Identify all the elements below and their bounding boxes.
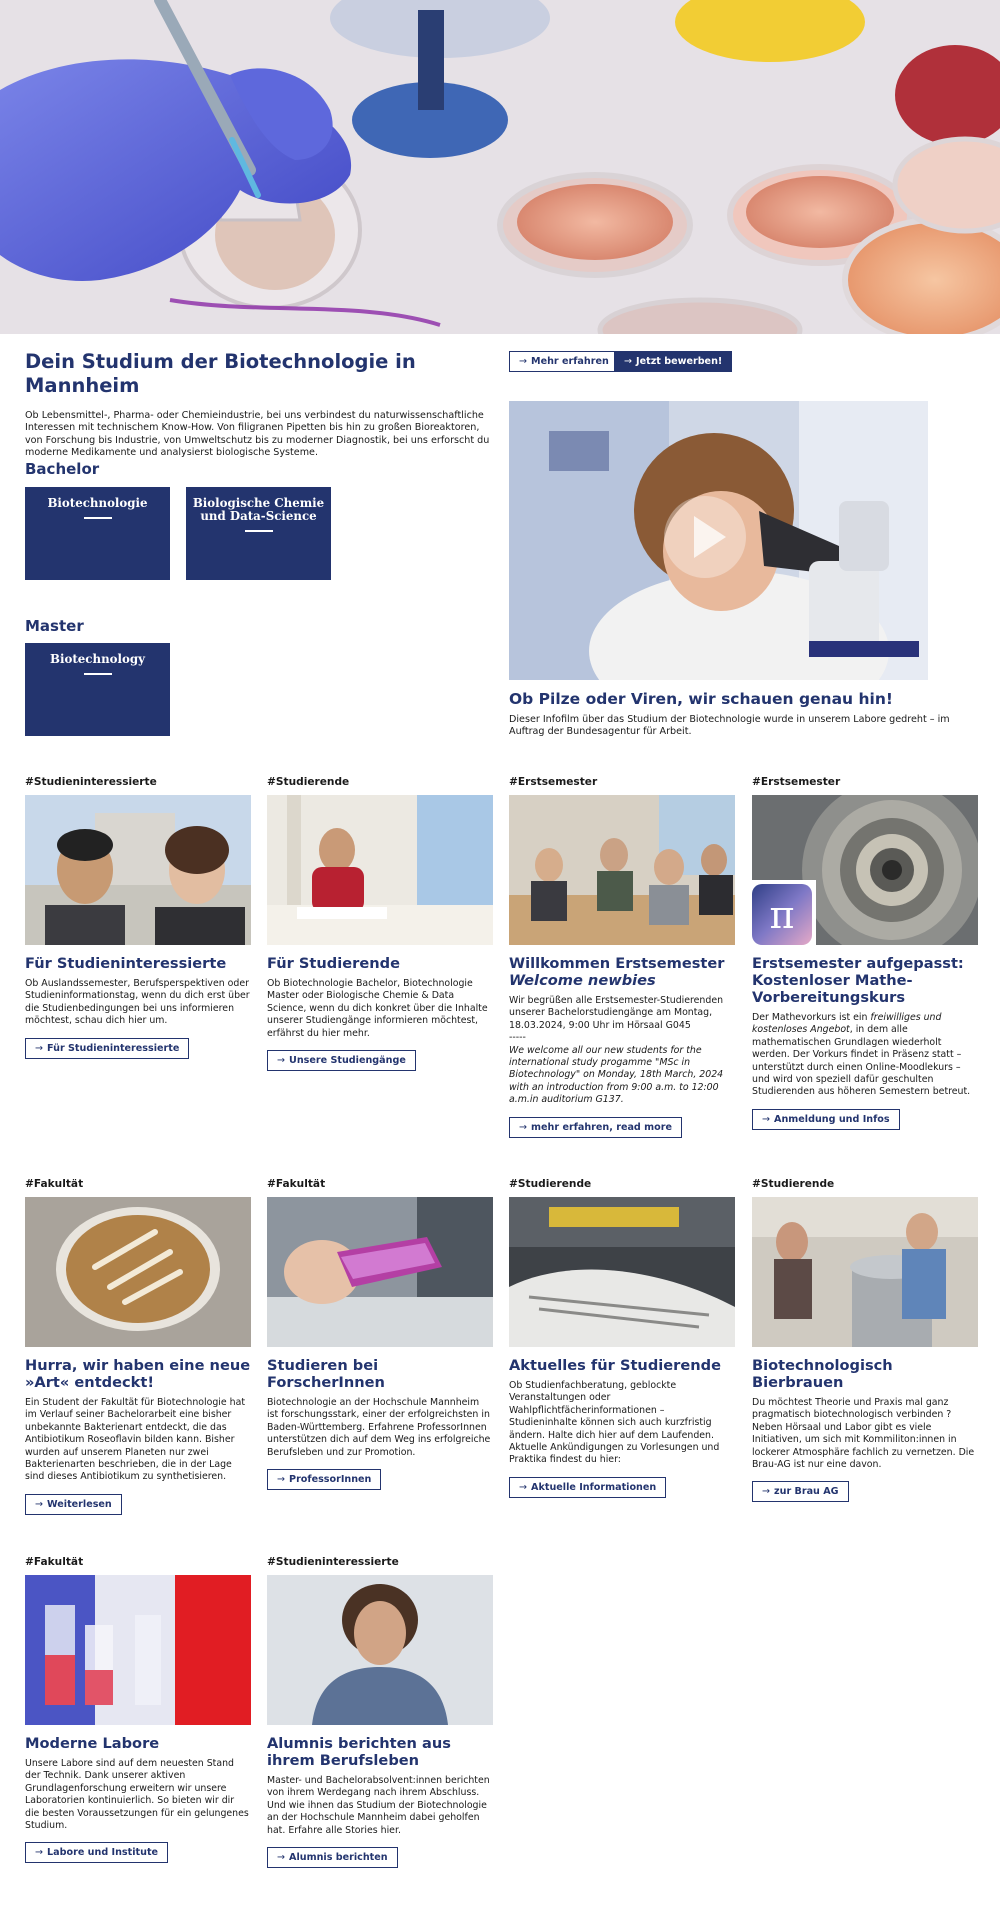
arrow-right-icon: → bbox=[519, 1121, 528, 1133]
card-bierbrauen bbox=[752, 1178, 978, 1502]
card-image bbox=[267, 795, 493, 945]
card-text: Biotechnologie an der Hochschule Mannheim ist forschungsstark, einer der erfolgreichsten in Baden-Württemberg. Erfahrene ProfessorInnen unterstützen dich auf dem Weg ins erfolgreiche Berufsleben und zur Promotion. bbox=[267, 1397, 491, 1458]
card-separator: ----- bbox=[509, 1032, 526, 1044]
read-more-button[interactable] bbox=[25, 1494, 122, 1515]
alumni-reports-button[interactable] bbox=[267, 1847, 398, 1868]
card-neue-art bbox=[25, 1178, 251, 1515]
arrow-right-icon: → bbox=[277, 1055, 286, 1067]
card-text: Master- und Bachelorabsolvent:innen berichten von ihrem Werdegang nach ihrem Abschluss. Und wie ihnen das Studium der Biotechnologie an der Hochschule Mannheim dabei geholfen hat. Erfahre alle Stories hier. bbox=[267, 1775, 490, 1836]
button-label: mehr erfahren, read more bbox=[531, 1121, 672, 1133]
arrow-right-icon: → bbox=[519, 1481, 528, 1493]
card-tag: #Fakultät bbox=[267, 1178, 326, 1190]
card-studieninteressierte bbox=[25, 776, 251, 1059]
bachelor-heading: Bachelor bbox=[25, 460, 100, 478]
master-heading: Master bbox=[25, 617, 84, 635]
card-tag: #Studierende bbox=[752, 1178, 835, 1190]
card-image bbox=[25, 795, 251, 945]
card-title: Für Studierende bbox=[267, 955, 400, 972]
program-tile-bachelor-biochem-data-science[interactable] bbox=[186, 487, 331, 580]
card-text: Unsere Labore sind auf dem neuesten Stand der Technik. Dank unserer aktiven Grundlagenforschung erweitern wir unsere Laboratorien kontinuierlich. So bieten wir dir die besten Voraussetzungen für ein gelungenes Studium. bbox=[25, 1758, 249, 1832]
card-title bbox=[509, 955, 735, 989]
current-info-button[interactable] bbox=[509, 1477, 666, 1498]
card-text: Wir begrüßen alle Erstsemester-Studierenden unserer Bachelorstudiengänge am Montag, 18.03.2024, 9:00 Uhr im Hörsaal G045 bbox=[509, 995, 724, 1031]
video-description: Dieser Infofilm über das Studium der Biotechnologie wurde in unserem Labore gedreht – im Auftrag der Bundesagentur für Arbeit. bbox=[509, 714, 950, 738]
button-label: Für Studieninteressierte bbox=[47, 1042, 180, 1054]
button-label: Alumnis berichten bbox=[289, 1852, 388, 1864]
card-text-emphasis: freiwilliges und kostenloses Angebot bbox=[752, 1012, 942, 1036]
professors-button[interactable] bbox=[267, 1469, 381, 1490]
card-tag: #Studieninteressierte bbox=[267, 1556, 399, 1568]
card-text: Ob Auslandssemester, Berufsperspektiven oder Studieninformationstag, wenn du dich erst über die Studienbedingungen bei uns informieren möchtest, schau dich hier um. bbox=[25, 978, 250, 1027]
card-text bbox=[752, 1012, 978, 1099]
arrow-right-icon: → bbox=[624, 356, 633, 367]
intro-section bbox=[25, 350, 495, 460]
card-mathe-vorkurs bbox=[752, 776, 978, 1130]
card-title: Moderne Labore bbox=[25, 1735, 160, 1752]
card-tag: #Erstsemester bbox=[752, 776, 841, 788]
button-label: Labore und Institute bbox=[47, 1847, 159, 1859]
registration-info-button[interactable] bbox=[752, 1109, 900, 1130]
apply-now-button[interactable] bbox=[614, 351, 732, 372]
program-tile-label: Biologische Chemie bbox=[192, 496, 325, 510]
arrow-right-icon: → bbox=[277, 1474, 286, 1486]
card-title: Für Studieninteressierte bbox=[25, 955, 227, 972]
card-text: Ein Student der Fakultät für Biotechnologie hat im Verlauf seiner Bachelorarbeit eine bisher unbekannte Bakterienart entdeckt, die das Antibiotikum Roseoflavin bilden kann. Bisher wurden auf unserem Planeten nur zwei Bakterienarten beschrieben, die in der Lage sind dieses Antibiotikum zu synthetisieren. bbox=[25, 1397, 245, 1483]
card-image bbox=[25, 1575, 251, 1725]
arrow-right-icon: → bbox=[35, 1042, 44, 1054]
intro-text: Ob Lebensmittel-, Pharma- oder Chemieindustrie, bei uns verbindest du naturwissenschaftliche Interessen mit technischem Know-How. Von filigranen Pipetten bis hin zu großen Bioreaktoren, von Forschung bis Industrie, von Umweltschutz bis zu moderner Diagnostik, bei uns erforscht du moderne Medikamente und analysierst biologische Systeme. bbox=[25, 410, 490, 459]
card-image bbox=[267, 1575, 493, 1725]
arrow-right-icon: → bbox=[762, 1113, 771, 1125]
card-studierende bbox=[267, 776, 493, 1071]
program-tile-label: Biotechnologie bbox=[47, 496, 148, 510]
card-image bbox=[752, 1197, 978, 1347]
arrow-right-icon: → bbox=[762, 1486, 771, 1498]
arrow-right-icon: → bbox=[35, 1847, 44, 1859]
card-image bbox=[25, 1197, 251, 1347]
brew-club-button[interactable] bbox=[752, 1481, 849, 1502]
button-label: Weiterlesen bbox=[47, 1498, 112, 1510]
card-tag: #Studierende bbox=[267, 776, 350, 788]
card-image bbox=[509, 1197, 735, 1347]
card-image bbox=[267, 1197, 493, 1347]
card-text-en: We welcome all our new students for the international study progamme "MSc in Biotechnology" on Monday, 18th March, 2024 with an introduction from 9:00 a.m. to 12:00 a.m.in auditorium G137. bbox=[509, 1044, 724, 1106]
card-title: Aktuelles für Studierende bbox=[509, 1357, 722, 1374]
card-tag: #Fakultät bbox=[25, 1178, 84, 1190]
arrow-right-icon: → bbox=[277, 1852, 286, 1864]
card-moderne-labore bbox=[25, 1556, 251, 1863]
our-programs-button[interactable] bbox=[267, 1050, 416, 1071]
hero-image bbox=[0, 0, 1000, 334]
card-text-part: , in dem alle mathematischen Grundlagen wiederholt werden. Der Vorkurs findet in Präsenz statt – unterstützt durch einen Online-Moodlekurs – und wird von speziell dafür geschulten Studierenden aus höheren Semestern betreut. bbox=[752, 1024, 971, 1098]
program-tile-master-biotechnology[interactable] bbox=[25, 643, 170, 736]
more-info-button[interactable] bbox=[509, 351, 619, 372]
pi-icon bbox=[752, 884, 812, 945]
button-label: Anmeldung und Infos bbox=[774, 1113, 890, 1125]
card-text: Ob Studienfachberatung, geblockte Veranstaltungen oder Wahlpflichtfächerinformationen – Studieninhalte können sich auch kurzfristig ändern. Halte dich hier auf dem Laufenden. Aktuelle Ankündigungen zu Vorlesungen und Praktika findest du hier: bbox=[509, 1380, 720, 1466]
program-tile-label: Biotechnology bbox=[50, 652, 145, 666]
button-label: Aktuelle Informationen bbox=[531, 1481, 657, 1493]
card-title-text: Willkommen Erstsemester bbox=[509, 955, 725, 972]
card-text-part: Der Mathevorkurs ist ein bbox=[752, 1012, 871, 1023]
button-label: ProfessorInnen bbox=[289, 1474, 372, 1486]
card-title: Erstsemester aufgepasst: Kostenloser Mathe-Vorbereitungskurs bbox=[752, 955, 964, 1006]
arrow-right-icon: → bbox=[35, 1498, 44, 1510]
program-tile-label-line2: und Data-Science bbox=[200, 509, 317, 523]
card-tag: #Studierende bbox=[509, 1178, 592, 1190]
labs-institutes-button[interactable] bbox=[25, 1842, 168, 1863]
program-tile-bachelor-biotechnologie[interactable] bbox=[25, 487, 170, 580]
button-label: Unsere Studiengänge bbox=[289, 1055, 406, 1067]
card-alumnis bbox=[267, 1556, 493, 1868]
card-title: Studieren bei ForscherInnen bbox=[267, 1357, 385, 1391]
tile-underline bbox=[245, 530, 273, 532]
card-tag: #Studieninteressierte bbox=[25, 776, 157, 788]
card-tag: #Erstsemester bbox=[509, 776, 598, 788]
more-info-button-label: Mehr erfahren bbox=[531, 356, 609, 367]
card-subtitle: Welcome newbies bbox=[509, 972, 656, 989]
card-aktuelles bbox=[509, 1178, 735, 1498]
card-text: Du möchtest Theorie und Praxis mal ganz pragmatisch biotechnologisch verbinden ? Neben Hörsaal und Labor gibt es viele Initiativen, um sich mit Kommiliton:innen in lockerer Atmosphäre fachlich zu vernetzen. Die Brau-AG ist nur eine davon. bbox=[752, 1397, 975, 1471]
arrow-right-icon: → bbox=[519, 356, 528, 367]
for-prospective-students-button[interactable] bbox=[25, 1038, 189, 1059]
apply-now-button-label: Jetzt bewerben! bbox=[636, 356, 723, 367]
card-erstsemester-welcome bbox=[509, 776, 735, 1138]
info-video[interactable] bbox=[509, 401, 928, 680]
pi-symbol: π bbox=[769, 892, 795, 937]
card-image bbox=[509, 795, 735, 945]
card-title: Hurra, wir haben eine neue »Art« entdeckt! bbox=[25, 1357, 251, 1391]
tile-underline bbox=[84, 673, 112, 675]
read-more-button[interactable] bbox=[509, 1117, 682, 1138]
card-text: Ob Biotechnologie Bachelor, Biotechnologie Master oder Biologische Chemie & Data Science, wenn du dich konkret über die Inhalte unserer Studiengänge informieren möchtest, erfährst du hier mehr. bbox=[267, 978, 488, 1039]
card-image bbox=[752, 795, 978, 945]
card-forscherinnen bbox=[267, 1178, 493, 1490]
card-tag: #Fakultät bbox=[25, 1556, 84, 1568]
button-label: zur Brau AG bbox=[774, 1486, 839, 1498]
play-icon[interactable] bbox=[664, 496, 746, 578]
page-title: Dein Studium der Biotechnologie in Mannheim bbox=[25, 350, 416, 397]
video-title: Ob Pilze oder Viren, wir schauen genau hin! bbox=[509, 690, 893, 708]
card-title: Biotechnologisch Bierbrauen bbox=[752, 1357, 893, 1391]
tile-underline bbox=[84, 517, 112, 519]
card-title: Alumnis berichten aus ihrem Berufsleben bbox=[267, 1735, 451, 1769]
